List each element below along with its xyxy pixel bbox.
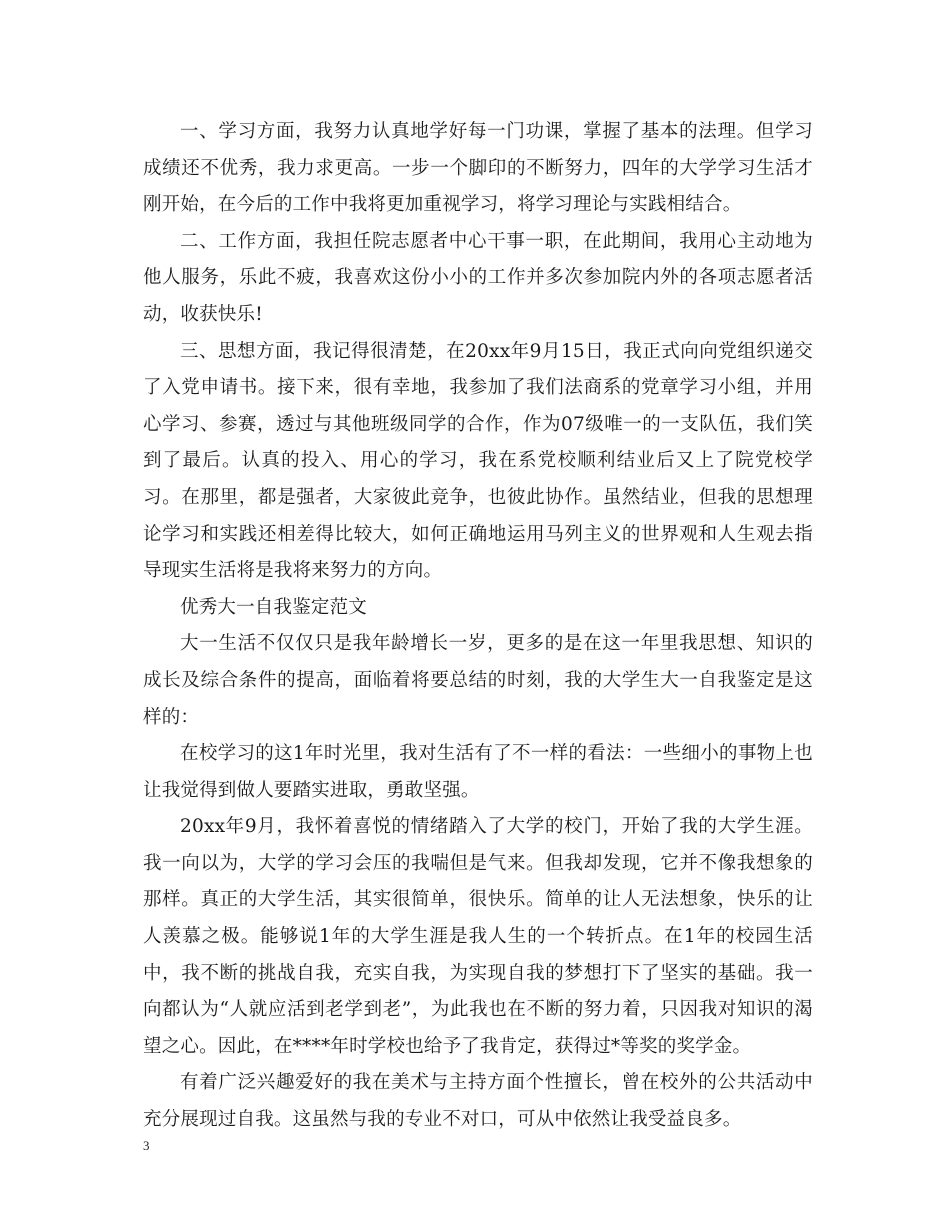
paragraph-intro: 大一生活不仅仅只是我年龄增长一岁，更多的是在这一年里我思想、知识的成长及综合条件的提高，面临着将要总结的时刻，我的大学生大一自我鉴定是这样的： (143, 633, 813, 728)
paragraph-thought: 三、思想方面，我记得很清楚，在20xx年9月15日，我正式向向党组织递交了入党申请书。接下来，很有幸地，我参加了我们法商系的党章学习小组，并用心学习、参赛，透过与其他班级同学的合作，作为07级唯一的一支队伍，我们笑到了最后。认真的投入、用心的学习，我在系党校顺利结业后又上了院党校学习。在那里，都是强者，大家彼此竞争，也彼此协作。虽然结业，但我的思想理论学习和实践还相差得比较大，如何正确地运用马列主义的世界观和人生观去指导现实生活将是我将来努力的方向。 (143, 340, 813, 582)
paragraph-hobbies: 有着广泛兴趣爱好的我在美术与主持方面个性擅长，曾在校外的公共活动中充分展现过自我。这虽然与我的专业不对口，可从中依然让我受益良多。 (143, 1072, 813, 1131)
section-heading: 优秀大一自我鉴定范文 (180, 596, 368, 618)
page-number: 3 (143, 1138, 150, 1153)
paragraph-work: 二、工作方面，我担任院志愿者中心干事一职，在此期间，我用心主动地为他人服务，乐此不疲，我喜欢这份小小的工作并多次参加院内外的各项志愿者活动，收获快乐! (143, 230, 813, 325)
paragraph-study: 一、学习方面，我努力认真地学好每一门功课，掌握了基本的法理。但学习成绩还不优秀，我力求更高。一步一个脚印的不断努力，四年的大学学习生活才刚开始，在今后的工作中我将更加重视学习，将学习理论与实践相结合。 (143, 121, 813, 216)
paragraph-college-life: 20xx年9月，我怀着喜悦的情绪踏入了大学的校门，开始了我的大学生涯。我一向以为，大学的学习会压的我喘但是气来。但我却发现，它并不像我想象的那样。真正的大学生活，其实很简单，很快乐。简单的让人无法想象，快乐的让人羡慕之极。能够说1年的大学生涯是我人生的一个转折点。在1年的校园生活中，我不断的挑战自我，充实自我，为实现自我的梦想打下了坚实的基础。我一向都认为“人就应活到老学到老”，为此我也在不断的努力着，只因我对知识的渴望之心。因此，在****年时学校也给予了我肯定，获得过*等奖的奖学金。 (143, 816, 813, 1057)
document-body (143, 114, 813, 1139)
paragraph-one-year: 在校学习的这1年时光里，我对生活有了不一样的看法：一些细小的事物上也让我觉得到做人要踏实进取，勇敢坚强。 (143, 743, 813, 801)
